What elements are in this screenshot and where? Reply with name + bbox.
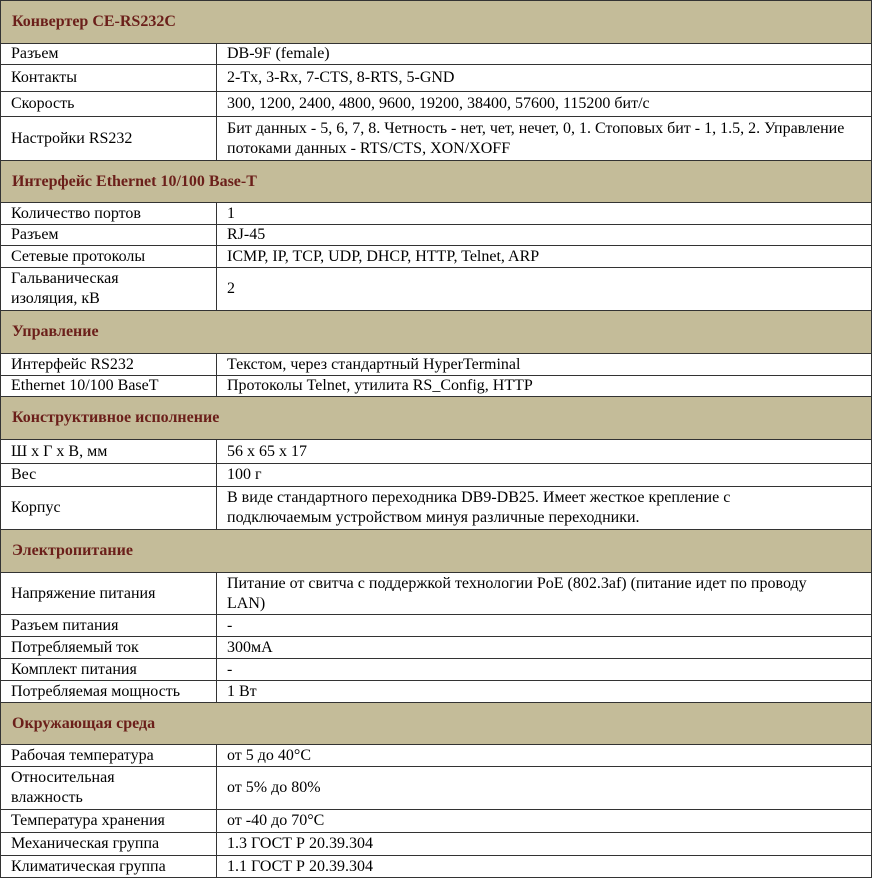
section-header: [1, 530, 871, 573]
row-label: Комплект питания: [1, 659, 217, 680]
table-row: [1, 65, 871, 92]
table-row: [1, 810, 871, 833]
row-value: 1.3 ГОСТ Р 20.39.304: [227, 835, 373, 852]
row-label: Сетевые протоколы: [1, 246, 217, 267]
section-header: [1, 161, 871, 203]
row-value: В виде стандартного переходника DB9-DB25. Имеет жесткое крепление с подключаемым устройством минуя различные переходники.: [227, 489, 731, 526]
table-row: [1, 487, 871, 530]
table-row: [1, 637, 871, 659]
row-value: Бит данных - 5, 6, 7, 8. Четность - нет, чет, нечет, 0, 1. Стоповых бит - 1, 1.5, 2. Управление потоками данных - RTS/CTS, XON/XOFF: [227, 119, 845, 157]
row-label: Контакты: [1, 65, 217, 91]
table-row: [1, 464, 871, 487]
row-value: от -40 до 70°С: [227, 812, 325, 829]
row-value: Протоколы Telnet, утилита RS_Config, HTTP: [227, 377, 533, 394]
row-label: Интерфейс RS232: [1, 354, 217, 375]
table-row: [1, 246, 871, 268]
table-row: [1, 659, 871, 681]
row-value: Питание от свитча с поддержкой технологии PoE (802.3af) (питание идет по проводу LAN): [227, 574, 807, 612]
row-label: Относительная влажность: [1, 767, 217, 809]
row-value: Текстом, через стандартный HyperTerminal: [227, 355, 521, 373]
row-value: ICMP, IP, TCP, UDP, DHCP, HTTP, Telnet, ARP: [227, 247, 540, 265]
table-row: [1, 573, 871, 615]
table-row: [1, 92, 871, 117]
row-label: Количество портов: [1, 203, 217, 224]
row-label: Разъем питания: [1, 615, 217, 636]
table-row: [1, 440, 871, 464]
table-row: [1, 268, 871, 311]
row-value: от 5 до 40°С: [227, 746, 311, 764]
section-title: Конструктивное исполнение: [12, 409, 220, 426]
row-label: Ethernet 10/100 BaseT: [1, 376, 217, 396]
row-value: -: [227, 660, 233, 678]
row-value: 300, 1200, 2400, 4800, 9600, 19200, 38400, 57600, 115200 бит/с: [227, 95, 650, 112]
row-label: Вес: [1, 464, 217, 486]
table-row: [1, 203, 871, 225]
table-row: [1, 745, 871, 767]
table-row: [1, 225, 871, 246]
row-label: Механическая группа: [1, 833, 217, 855]
section-title: Конвертер CE-RS232C: [12, 13, 176, 30]
row-value: 2-Tx, 3-Rx, 7-CTS, 8-RTS, 5-GND: [227, 69, 455, 86]
row-value: 2: [227, 280, 235, 297]
table-row: [1, 681, 871, 703]
row-value: RJ-45: [227, 226, 266, 243]
row-label: Потребляемый ток: [1, 637, 217, 658]
row-value: 100 г: [227, 466, 262, 483]
row-value: 1: [227, 204, 235, 222]
table-row: [1, 44, 871, 65]
section-header: [1, 397, 871, 440]
section-title: Окружающая среда: [12, 714, 156, 732]
row-label: Температура хранения: [1, 810, 217, 832]
section-header: [1, 703, 871, 745]
section-header: [1, 311, 871, 354]
row-value: -: [227, 616, 233, 634]
row-label: Корпус: [1, 487, 217, 529]
table-row: [1, 833, 871, 856]
row-value: DB-9F (female): [227, 45, 330, 62]
row-label: Гальваническая изоляция, кВ: [1, 268, 217, 310]
section-title: Управление: [12, 323, 99, 340]
row-value: 1.1 ГОСТ Р 20.39.304: [227, 857, 373, 875]
row-value: 56 х 65 х 17: [227, 442, 307, 460]
table-row: [1, 117, 871, 161]
row-label: Климатическая группа: [1, 856, 217, 877]
row-label: Ш х Г х В, мм: [1, 440, 217, 463]
row-value: 1 Вт: [227, 682, 257, 700]
row-value: от 5% до 80%: [227, 779, 321, 796]
row-label: Напряжение питания: [1, 573, 217, 614]
row-label: Разъем: [1, 44, 217, 64]
section-title: Электропитание: [12, 542, 133, 559]
section-title: Интерфейс Ethernet 10/100 Base-T: [12, 172, 257, 190]
table-row: [1, 767, 871, 810]
table-row: [1, 376, 871, 397]
table-row: [1, 856, 871, 877]
row-label: Потребляемая мощность: [1, 681, 217, 702]
row-value: 300мА: [227, 638, 273, 656]
row-label: Настройки RS232: [1, 117, 217, 160]
row-label: Скорость: [1, 92, 217, 116]
table-row: [1, 354, 871, 376]
section-header: [1, 1, 871, 44]
row-label: Разъем: [1, 225, 217, 245]
row-label: Рабочая температура: [1, 745, 217, 766]
table-row: [1, 615, 871, 637]
